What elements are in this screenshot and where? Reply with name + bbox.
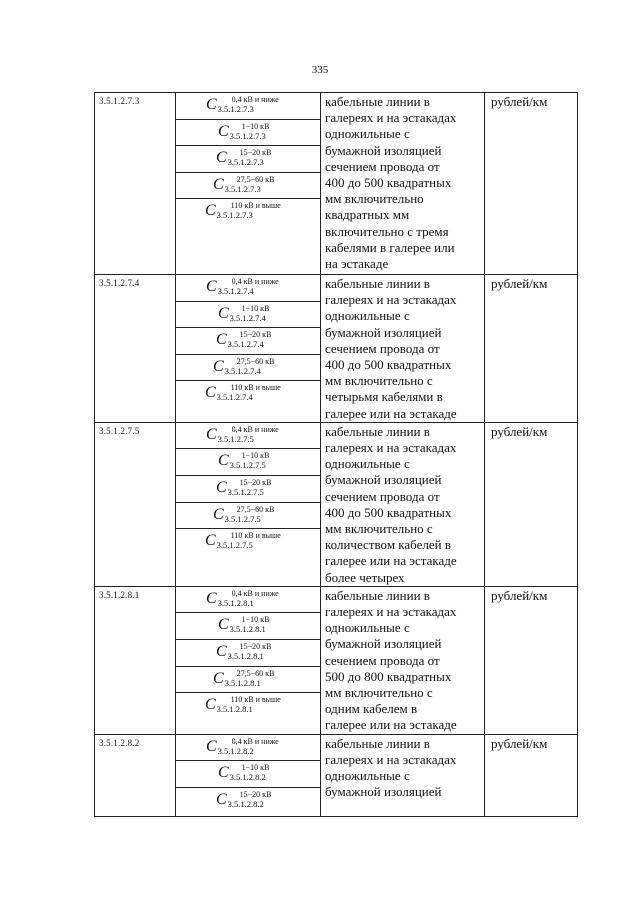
voltage-superscript: 1−10 кВ bbox=[241, 451, 270, 461]
voltage-superscript: 27,5−60 кВ bbox=[236, 356, 275, 366]
description-line: кабельные линии в bbox=[325, 276, 430, 291]
tariff-symbol bbox=[176, 449, 320, 476]
row-description bbox=[321, 422, 485, 586]
description-line: сечением провода от bbox=[325, 652, 440, 668]
code-subscript: 3.5.1.2.7.3 bbox=[224, 183, 261, 194]
description-line: мм включительно с bbox=[325, 685, 433, 701]
code-subscript: 3.5.1.2.7.5 bbox=[217, 433, 254, 444]
description-line: одножильные с bbox=[325, 456, 410, 472]
code-subscript: 3.5.1.2.7.4 bbox=[227, 339, 264, 350]
tariff-symbol bbox=[176, 587, 320, 614]
tariff-symbol bbox=[176, 693, 320, 720]
table-row bbox=[95, 422, 578, 586]
symbol-letter: C bbox=[218, 764, 229, 782]
description-line: бумажной изоляцией bbox=[325, 324, 442, 340]
symbol-letter: C bbox=[205, 202, 216, 220]
code-subscript: 3.5.1.2.8.1 bbox=[216, 704, 253, 715]
tariff-symbols-cell bbox=[176, 734, 321, 816]
code-subscript: 3.5.1.2.7.5 bbox=[216, 540, 253, 551]
symbol-letter: C bbox=[218, 304, 229, 322]
tariff-symbol bbox=[176, 761, 320, 788]
symbol-letter: C bbox=[213, 175, 224, 193]
description-line: 400 до 500 квадратных bbox=[325, 175, 452, 191]
code-subscript: 3.5.1.2.8.2 bbox=[217, 745, 254, 756]
code-subscript: 3.5.1.2.8.2 bbox=[229, 772, 266, 783]
voltage-superscript: 1−10 кВ bbox=[241, 121, 270, 131]
table-row bbox=[95, 275, 578, 423]
description-line: одним кабелем в bbox=[325, 701, 418, 717]
description-line: сечением провода от bbox=[325, 340, 440, 356]
row-unit: рублей/км bbox=[485, 275, 578, 423]
description-line: на эстакаде bbox=[325, 256, 389, 272]
description-line: бумажной изоляцией bbox=[325, 472, 442, 488]
description-line: квадратных мм bbox=[325, 207, 410, 223]
tariff-symbol bbox=[176, 120, 320, 147]
tariff-symbols-cell bbox=[176, 93, 321, 275]
page-number: 335 bbox=[311, 64, 329, 76]
voltage-superscript: 15−20 кВ bbox=[239, 789, 272, 799]
row-unit: рублей/км bbox=[485, 586, 578, 734]
tariff-symbols-cell bbox=[176, 275, 321, 423]
description-line: мм включительно с bbox=[325, 373, 433, 389]
voltage-superscript: 15−20 кВ bbox=[239, 642, 272, 652]
symbol-letter: C bbox=[213, 357, 224, 375]
description-line: галереях и на эстакадах bbox=[325, 292, 457, 308]
tariff-symbol bbox=[176, 199, 320, 226]
row-unit: рублей/км bbox=[485, 734, 578, 816]
symbol-letter: C bbox=[218, 452, 229, 470]
tariff-symbol bbox=[176, 381, 320, 408]
description-line: мм включительно bbox=[325, 191, 424, 207]
row-description bbox=[321, 734, 485, 816]
tariff-symbols-cell bbox=[176, 422, 321, 586]
tariff-symbol bbox=[176, 423, 320, 450]
description-line: мм включительно с bbox=[325, 521, 433, 537]
tariff-symbol bbox=[176, 503, 320, 530]
tariff-symbol bbox=[176, 640, 320, 667]
description-line: одножильные с bbox=[325, 126, 410, 142]
description-line: галерее или на эстакаде bbox=[325, 717, 457, 733]
code-subscript: 3.5.1.2.7.3 bbox=[229, 130, 266, 141]
symbol-letter: C bbox=[206, 589, 217, 607]
description-line: кабельные линии в bbox=[325, 587, 430, 603]
code-subscript: 3.5.1.2.7.5 bbox=[224, 513, 261, 524]
description-line: галереях и на эстакадах bbox=[325, 440, 457, 456]
row-description bbox=[321, 275, 485, 423]
code-subscript: 3.5.1.2.7.5 bbox=[229, 460, 266, 471]
description-line: одножильные с bbox=[325, 308, 410, 324]
tariff-symbol bbox=[176, 146, 320, 173]
row-description bbox=[321, 586, 485, 734]
description-line: 500 до 800 квадратных bbox=[325, 668, 452, 684]
symbol-letter: C bbox=[218, 122, 229, 140]
symbol-letter: C bbox=[206, 278, 217, 295]
description-line: бумажной изоляцией bbox=[325, 784, 442, 800]
description-line: количеством кабелей в bbox=[325, 537, 451, 553]
tariff-symbol bbox=[176, 788, 320, 815]
row-code: 3.5.1.2.7.5 bbox=[95, 422, 176, 586]
tariff-symbol bbox=[176, 355, 320, 382]
description-line: бумажной изоляцией bbox=[325, 142, 442, 158]
row-code: 3.5.1.2.7.3 bbox=[95, 93, 176, 275]
row-description bbox=[321, 93, 485, 275]
row-unit: рублей/км bbox=[485, 93, 578, 275]
voltage-superscript: 110 кВ и выше bbox=[230, 695, 281, 705]
symbol-letter: C bbox=[216, 149, 227, 167]
description-line: кабельные линии в bbox=[325, 423, 430, 439]
code-subscript: 3.5.1.2.8.1 bbox=[224, 677, 261, 688]
table-row bbox=[95, 586, 578, 734]
symbol-letter: C bbox=[205, 696, 216, 714]
voltage-superscript: 1−10 кВ bbox=[241, 615, 270, 625]
row-code: 3.5.1.2.7.4 bbox=[95, 275, 176, 423]
tariff-symbol bbox=[176, 275, 320, 302]
tariff-symbol bbox=[176, 173, 320, 200]
tariff-symbol bbox=[176, 328, 320, 355]
code-subscript: 3.5.1.2.7.4 bbox=[224, 365, 261, 376]
description-line: бумажной изоляцией bbox=[325, 636, 442, 652]
tariff-symbols-cell bbox=[176, 586, 321, 734]
code-subscript: 3.5.1.2.7.3 bbox=[227, 157, 264, 168]
voltage-superscript: 15−20 кВ bbox=[239, 330, 272, 340]
table-row bbox=[95, 93, 578, 275]
description-line: 400 до 500 квадратных bbox=[325, 504, 452, 520]
voltage-superscript: 1−10 кВ bbox=[241, 763, 270, 773]
description-line: сечением провода от bbox=[325, 488, 440, 504]
description-line: одножильные с bbox=[325, 768, 410, 784]
tariff-symbol bbox=[176, 302, 320, 329]
symbol-letter: C bbox=[216, 331, 227, 349]
symbol-letter: C bbox=[206, 96, 217, 113]
description-line: одножильные с bbox=[325, 620, 410, 636]
symbol-letter: C bbox=[213, 505, 224, 523]
symbol-letter: C bbox=[216, 479, 227, 497]
code-subscript: 3.5.1.2.7.4 bbox=[217, 286, 254, 296]
code-subscript: 3.5.1.2.7.5 bbox=[227, 487, 264, 498]
tariff-symbol bbox=[176, 613, 320, 640]
symbol-letter: C bbox=[205, 384, 216, 402]
voltage-superscript: 27,5−60 кВ bbox=[236, 668, 275, 678]
tariff-symbol bbox=[176, 667, 320, 694]
voltage-superscript: 15−20 кВ bbox=[239, 478, 272, 488]
code-subscript: 3.5.1.2.7.4 bbox=[229, 312, 266, 323]
symbol-letter: C bbox=[213, 669, 224, 687]
voltage-superscript: 27,5−60 кВ bbox=[236, 504, 275, 514]
symbol-letter: C bbox=[205, 532, 216, 550]
code-subscript: 3.5.1.2.8.1 bbox=[229, 624, 266, 635]
symbol-letter: C bbox=[218, 616, 229, 634]
code-subscript: 3.5.1.2.7.4 bbox=[216, 392, 253, 403]
voltage-superscript: 110 кВ и выше bbox=[230, 531, 281, 541]
symbol-letter: C bbox=[216, 643, 227, 661]
description-line: кабельные линии в bbox=[325, 94, 430, 109]
description-line: четырьмя кабелями в bbox=[325, 389, 443, 405]
voltage-superscript: 0,4 кВ и ниже bbox=[231, 277, 279, 286]
code-subscript: 3.5.1.2.8.1 bbox=[217, 597, 254, 608]
row-code: 3.5.1.2.8.1 bbox=[95, 586, 176, 734]
description-line: галерее или на эстакаде bbox=[325, 553, 457, 569]
description-line: более четырех bbox=[325, 569, 405, 585]
tariff-symbol bbox=[176, 529, 320, 556]
row-unit: рублей/км bbox=[485, 422, 578, 586]
row-code: 3.5.1.2.8.2 bbox=[95, 734, 176, 816]
symbol-letter: C bbox=[206, 425, 217, 443]
tariff-symbol bbox=[176, 93, 320, 120]
table-row bbox=[95, 734, 578, 816]
code-subscript: 3.5.1.2.7.3 bbox=[217, 104, 254, 114]
code-subscript: 3.5.1.2.8.1 bbox=[227, 651, 264, 662]
tariff-symbol bbox=[176, 735, 320, 762]
symbol-letter: C bbox=[216, 790, 227, 808]
voltage-superscript: 1−10 кВ bbox=[241, 303, 270, 313]
code-subscript: 3.5.1.2.7.3 bbox=[216, 210, 253, 221]
voltage-superscript: 0,4 кВ и ниже bbox=[231, 588, 279, 598]
description-line: кабельные линии в bbox=[325, 735, 430, 751]
description-line: кабелями в галерее или bbox=[325, 239, 455, 255]
voltage-superscript: 110 кВ и выше bbox=[230, 383, 281, 393]
tariff-symbol bbox=[176, 476, 320, 503]
description-line: включительно с тремя bbox=[325, 223, 449, 239]
voltage-superscript: 27,5−60 кВ bbox=[236, 174, 275, 184]
description-line: галерее или на эстакаде bbox=[325, 405, 457, 421]
voltage-superscript: 110 кВ и выше bbox=[230, 201, 281, 211]
voltage-superscript: 0,4 кВ и ниже bbox=[231, 736, 279, 746]
description-line: галереях и на эстакадах bbox=[325, 110, 457, 126]
code-subscript: 3.5.1.2.8.2 bbox=[227, 798, 264, 809]
voltage-superscript: 0,4 кВ и ниже bbox=[231, 424, 279, 434]
symbol-letter: C bbox=[206, 737, 217, 755]
description-line: галереях и на эстакадах bbox=[325, 751, 457, 767]
description-line: 400 до 500 квадратных bbox=[325, 357, 452, 373]
voltage-superscript: 15−20 кВ bbox=[239, 148, 272, 158]
tariff-table bbox=[94, 92, 578, 817]
description-line: сечением провода от bbox=[325, 158, 440, 174]
voltage-superscript: 0,4 кВ и ниже bbox=[231, 95, 279, 104]
description-line: галереях и на эстакадах bbox=[325, 604, 457, 620]
